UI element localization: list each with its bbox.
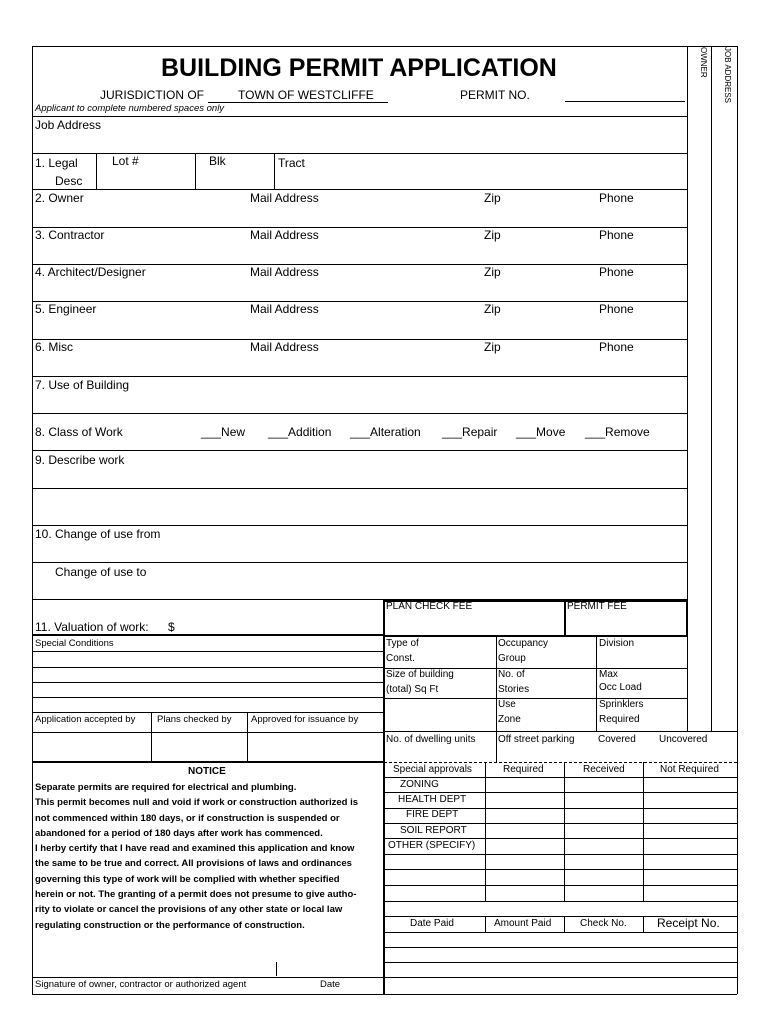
payment-divider xyxy=(564,916,565,932)
phone-label: Phone xyxy=(599,228,634,242)
row-line xyxy=(32,525,687,526)
info-divider xyxy=(496,731,497,762)
class-option-new[interactable]: ___New xyxy=(201,425,246,439)
phone-label: Phone xyxy=(599,302,634,316)
admin-thick-line xyxy=(32,761,384,763)
date-label: Date xyxy=(320,979,341,990)
approvals-header-received: Received xyxy=(583,764,625,775)
permit-fee-label: PERMIT FEE xyxy=(567,601,627,612)
plan-check-fee-label: PLAN CHECK FEE xyxy=(386,601,473,612)
approval-row-health: HEALTH DEPT xyxy=(398,794,467,805)
notice-line: I herby certify that I have read and examined this application and know xyxy=(35,843,355,855)
approvals-header-special: Special approvals xyxy=(393,764,472,775)
valuation-label: 11. Valuation of work: xyxy=(35,620,149,634)
row-line xyxy=(384,854,737,855)
payment-header-amount: Amount Paid xyxy=(494,918,552,929)
blk-label: Blk xyxy=(209,154,226,168)
frame-top xyxy=(32,46,737,47)
row-line xyxy=(32,697,384,698)
class-option-remove[interactable]: ___Remove xyxy=(585,425,650,439)
applicant-note: Applicant to complete numbered spaces only xyxy=(35,103,225,114)
mail-address-label: Mail Address xyxy=(250,302,319,316)
change-to-label: Change of use to xyxy=(55,565,147,579)
class-of-work-label: 8. Class of Work xyxy=(35,425,123,439)
frame-bottom xyxy=(32,994,737,995)
legal-divider xyxy=(274,153,275,189)
size-label: Size of building xyxy=(386,669,454,680)
phone-label: Phone xyxy=(599,265,634,279)
row-line xyxy=(384,777,737,778)
row-line xyxy=(384,947,737,948)
occupancy-label: Occupancy xyxy=(498,638,549,649)
row-line xyxy=(32,712,384,713)
type-of-const-label: Const. xyxy=(386,653,415,664)
legal-divider xyxy=(96,153,97,189)
row-line xyxy=(32,376,687,377)
contractor-label: 3. Contractor xyxy=(35,228,105,242)
page-title: BUILDING PERMIT APPLICATION xyxy=(161,54,557,82)
row-line xyxy=(32,339,687,340)
approvals-header-required: Required xyxy=(503,764,544,775)
legal-label: 1. Legal xyxy=(35,156,78,170)
tract-label: Tract xyxy=(278,156,305,170)
accepted-by-label: Application accepted by xyxy=(35,714,136,725)
notice-line: regulating construction or the performance of construction. xyxy=(35,919,305,931)
notice-line: governing this type of work will be complied with whether specified xyxy=(35,873,340,885)
row-line xyxy=(384,962,737,963)
row-line xyxy=(32,667,384,668)
row-line xyxy=(32,562,687,563)
phone-label: Phone xyxy=(599,340,634,354)
jurisdiction-label: JURISDICTION OF xyxy=(100,88,204,102)
row-line xyxy=(384,885,737,886)
approval-row-other: OTHER (SPECIFY) xyxy=(388,840,476,851)
mail-address-label: Mail Address xyxy=(250,191,319,205)
row-line xyxy=(32,301,687,302)
side-divider-2 xyxy=(711,46,712,731)
row-line xyxy=(32,413,687,414)
occupancy-label: Group xyxy=(498,653,526,664)
admin-divider xyxy=(247,712,248,762)
signature-label: Signature of owner, contractor or authorized agent xyxy=(35,979,247,990)
zip-label: Zip xyxy=(484,265,501,279)
type-of-const-label: Type of xyxy=(386,638,419,649)
class-option-repair[interactable]: ___Repair xyxy=(442,425,498,439)
engineer-label: 5. Engineer xyxy=(35,302,97,316)
division-label: Division xyxy=(599,638,635,649)
approval-divider xyxy=(485,762,486,902)
uncovered-label: Uncovered xyxy=(659,734,708,745)
sprinklers-label: Required xyxy=(599,714,640,725)
mail-address-label: Mail Address xyxy=(250,228,319,242)
approved-label: Approved for issuance by xyxy=(251,714,359,725)
max-occ-label: Max xyxy=(599,669,618,680)
use-of-building-label: 7. Use of Building xyxy=(35,378,130,392)
dwelling-units-label: No. of dwelling units xyxy=(386,734,476,745)
row-line xyxy=(32,732,384,733)
row-line xyxy=(384,901,737,902)
notice-body xyxy=(35,780,358,933)
class-option-alteration[interactable]: ___Alteration xyxy=(350,425,421,439)
side-label-job-address: JOB ADDRESS xyxy=(723,47,732,104)
admin-divider xyxy=(151,712,152,762)
approval-divider xyxy=(564,762,565,902)
approvals-header-not-required: Not Required xyxy=(660,764,719,775)
zip-label: Zip xyxy=(484,191,501,205)
use-zone-label: Use xyxy=(498,699,516,710)
max-occ-label: Occ Load xyxy=(599,682,642,693)
stories-label: Stories xyxy=(498,684,530,695)
notice-line: not commenced within 180 days, or if construction is suspended or xyxy=(35,812,340,824)
payment-divider xyxy=(643,916,644,932)
valuation-currency: $ xyxy=(168,620,175,634)
notice-line: rity to violate or cancel the provisions of any other state or local law xyxy=(35,904,343,916)
special-conditions-label: Special Conditions xyxy=(35,638,114,649)
row-line xyxy=(32,488,687,489)
notice-line: Separate permits are required for electrical and plumbing. xyxy=(35,782,297,793)
zip-label: Zip xyxy=(484,302,501,316)
side-label-owner: OWNER xyxy=(699,47,708,78)
fee-box-right xyxy=(686,600,688,636)
info-divider xyxy=(496,637,497,731)
fee-box-left xyxy=(383,600,385,994)
owner-label: 2. Owner xyxy=(35,191,84,205)
row-line xyxy=(384,838,737,839)
class-option-addition[interactable]: ___Addition xyxy=(268,425,332,439)
signature-tick xyxy=(276,962,277,976)
payment-divider xyxy=(485,916,486,932)
row-line xyxy=(384,932,737,933)
plans-checked-label: Plans checked by xyxy=(157,714,232,725)
notice-line: This permit becomes null and void if work or construction authorized is xyxy=(35,797,359,809)
notice-line: herein or not. The granting of a permit does not presume to give autho- xyxy=(35,889,357,901)
valuation-thick-line xyxy=(32,634,384,636)
stories-label: No. of xyxy=(498,669,525,680)
approval-divider xyxy=(643,762,644,902)
row-line xyxy=(32,651,384,652)
frame-right xyxy=(737,46,738,994)
off-street-label: Off street parking xyxy=(498,734,575,745)
dashed-line xyxy=(384,762,737,763)
architect-label: 4. Architect/Designer xyxy=(35,265,146,279)
covered-label: Covered xyxy=(598,734,636,745)
misc-label: 6. Misc xyxy=(35,340,74,354)
size-label: (total) Sq Ft xyxy=(386,684,439,695)
payment-header-receipt: Receipt No. xyxy=(657,916,720,930)
mail-address-label: Mail Address xyxy=(250,265,319,279)
notice-line: the same to be true and correct. All provisions of laws and ordinances xyxy=(35,858,352,870)
row-line xyxy=(32,682,384,683)
notice-line: abandoned for a period of 180 days after work has commenced. xyxy=(35,827,323,839)
fee-box-bottom xyxy=(384,635,688,637)
payment-header-date: Date Paid xyxy=(410,918,454,929)
zip-label: Zip xyxy=(484,340,501,354)
row-line xyxy=(384,731,737,732)
describe-work-label: 9. Describe work xyxy=(35,453,125,467)
legal-divider xyxy=(195,153,196,189)
row-line xyxy=(32,450,687,451)
job-address-label: Job Address xyxy=(35,118,102,132)
approval-row-zoning: ZONING xyxy=(400,779,439,790)
permit-no-label: PERMIT NO. xyxy=(460,88,530,102)
phone-label: Phone xyxy=(599,191,634,205)
mail-address-label: Mail Address xyxy=(250,340,319,354)
jurisdiction-value: TOWN OF WESTCLIFFE xyxy=(238,88,374,102)
row-line xyxy=(32,189,687,190)
permit-no-line[interactable] xyxy=(565,101,685,102)
info-divider xyxy=(596,637,597,731)
lot-label: Lot # xyxy=(112,154,139,168)
change-from-label: 10. Change of use from xyxy=(35,527,161,541)
approval-row-fire: FIRE DEPT xyxy=(406,809,459,820)
row-line xyxy=(32,227,687,228)
signature-line[interactable] xyxy=(32,977,384,978)
payment-header-check: Check No. xyxy=(580,918,627,929)
sprinklers-label: Sprinklers xyxy=(599,699,644,710)
fee-box-divider xyxy=(564,600,566,636)
row-line xyxy=(384,823,737,824)
legal-desc-label: Desc xyxy=(55,174,83,188)
zip-label: Zip xyxy=(484,228,501,242)
row-line xyxy=(32,116,687,117)
row-line xyxy=(384,792,737,793)
use-zone-label: Zone xyxy=(498,714,521,725)
notice-title: NOTICE xyxy=(188,766,226,777)
approval-row-soil: SOIL REPORT xyxy=(400,825,467,836)
class-option-move[interactable]: ___Move xyxy=(516,425,566,439)
row-line xyxy=(384,869,737,870)
row-line xyxy=(384,977,737,978)
jurisdiction-underline xyxy=(208,102,388,103)
